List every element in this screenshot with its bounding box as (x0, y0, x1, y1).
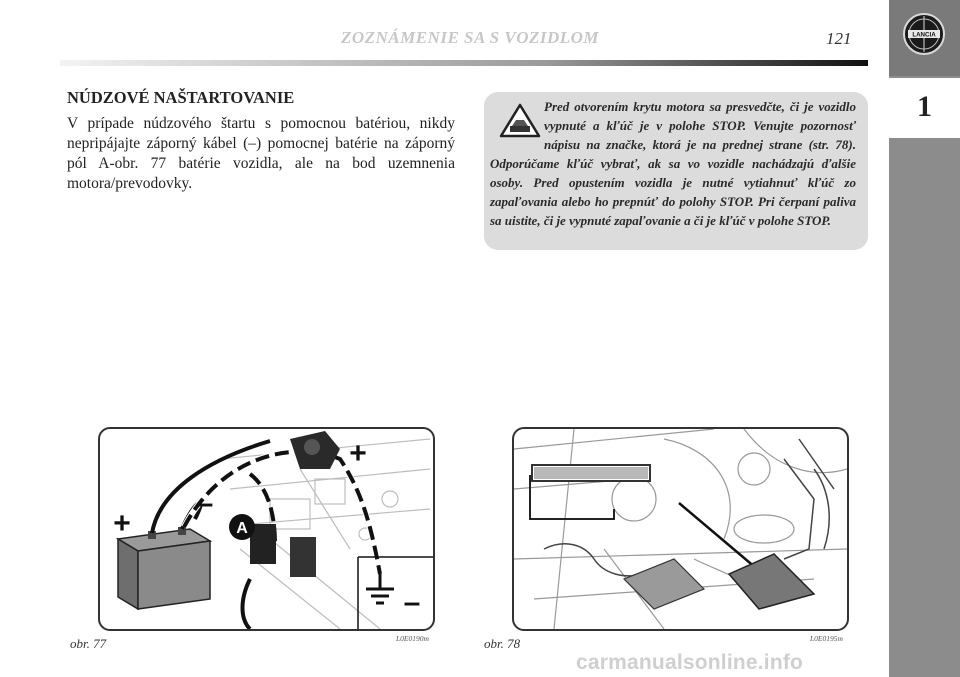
page-number: 121 (826, 29, 852, 48)
figure-77-code: L0E0190m (396, 634, 429, 643)
point-a-label: A (236, 520, 248, 537)
figure-78-caption: obr. 78 (484, 636, 521, 651)
warning-box (484, 92, 868, 250)
plus-label-top: + (349, 437, 367, 470)
ground-symbol-icon (366, 574, 394, 603)
watermark: carmanualsonline.info (576, 651, 804, 674)
chapter-number: 1 (917, 90, 932, 123)
lancia-logo-icon (902, 12, 946, 56)
figure-78 (512, 427, 849, 631)
header-rule (60, 60, 868, 66)
engine-bay-illustration (514, 429, 847, 629)
warning-text-content: Pred otvorením krytu motora sa presvedčte, či je vozidlo vypnuté a kľúč je v polohe STOP. Venujte pozornosť nápisu na značke, ktorá je na prednej strane (str. 78). Odporúčame kľúč vybrať, ak sa vo vozidle nachádzajú ďalšie osoby. Pred opustením vozidla je nutné vytiahnuť kľúč zo zapaľovania alebo ho prepnúť do polohy STOP. Pri čerpaní paliva sa uistite, či je vypnuté zapaľovanie a či je kľúč v polohe STOP. (490, 99, 856, 228)
section-heading: NÚDZOVÉ NAŠTARTOVANIE (67, 88, 295, 107)
logo-lettering: LANCIA (912, 31, 936, 39)
battery-jump-illustration (100, 429, 433, 629)
running-title: ZOZNÁMENIE SA S VOZIDLOM (340, 28, 600, 47)
figure-78-code: L0E0195m (810, 634, 843, 643)
plus-label-left: + (113, 507, 131, 540)
figure-77-caption: obr. 77 (70, 636, 107, 651)
body-paragraph: V prípade núdzového štartu s pomocnou batériou, nikdy nepripájajte záporný kábel (–) pomocnej batérie na záporný pól A-obr. 77 batérie vozidla, ale na bod uzemnenia motora/prevodovky. (67, 115, 455, 192)
minus-label-mid: – (196, 487, 214, 520)
battery (118, 527, 210, 609)
figure-77 (98, 427, 435, 631)
minus-label-ground: – (403, 586, 421, 619)
chapter-box (889, 78, 960, 138)
warning-text (490, 97, 856, 230)
logo-box (889, 0, 960, 76)
